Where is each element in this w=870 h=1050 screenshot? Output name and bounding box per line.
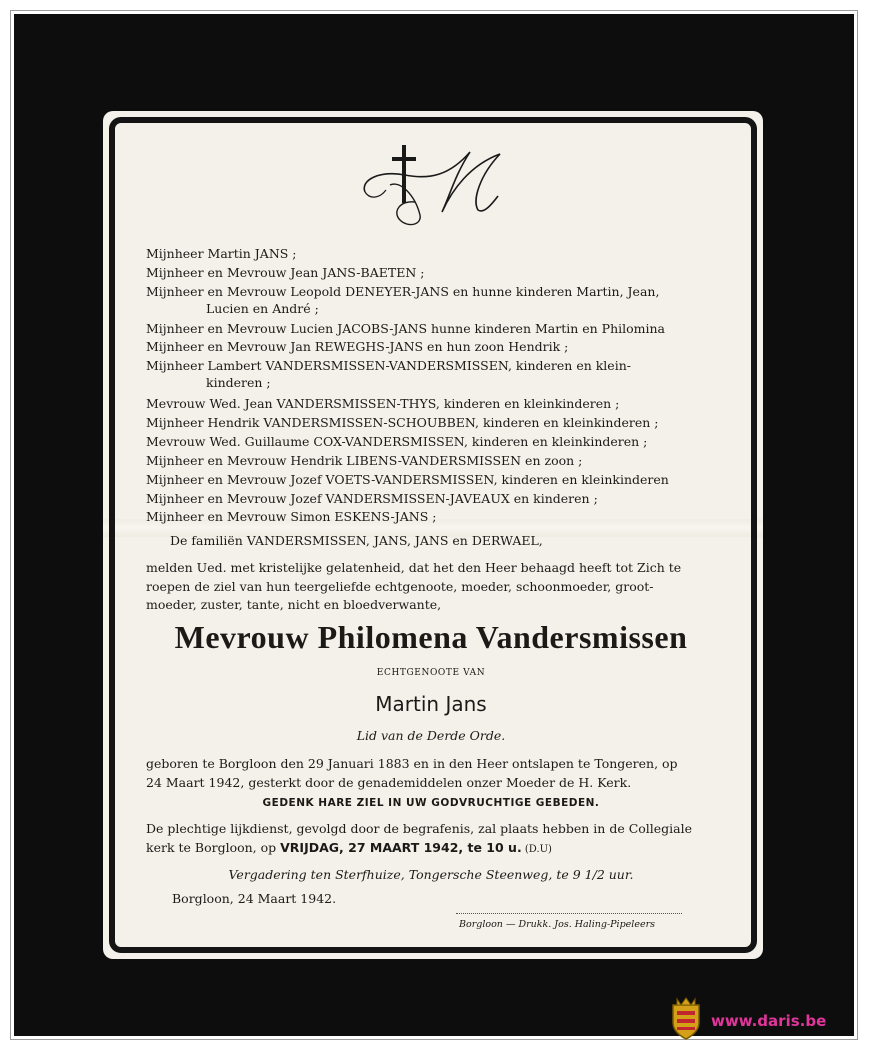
deceased-name: Mevrouw Philomena Vandersmissen [174,619,688,655]
birth-death-line: geboren te Borgloon den 29 Januari 1883 en in den Heer ontslapen te Tongeren, op [146,756,678,771]
membership: Lid van de Derde Orde. [356,728,506,743]
birth-death-line: 24 Maart 1942, gesterkt door de genademiddelen onzer Moeder de H. Kerk. [146,775,632,790]
printer-credit: Borgloon — Drukk. Jos. Haling-Pipeleers [459,919,655,930]
place-date: Borgloon, 24 Maart 1942. [172,891,337,906]
family-line: Lucien en André ; [206,301,319,316]
family-line: Mevrouw Wed. Guillaume COX-VANDERSMISSEN, kinderen en kleinkinderen ; [146,434,648,449]
family-line: Mijnheer en Mevrouw Jozef VOETS-VANDERSMISSEN, kinderen en kleinkinderen [146,472,669,487]
prayer-request: GEDENK HARE ZIEL IN UW GODVRUCHTIGE GEBEDEN. [262,797,600,809]
announcement-line: roepen de ziel van hun teergeliefde echtgenoote, moeder, schoonmoeder, groot- [146,579,654,594]
family-line: Mijnheer en Mevrouw Hendrik LIBENS-VANDERSMISSEN en zoon ; [146,453,583,468]
spouse-name: Martin Jans [375,692,487,716]
family-line: Mijnheer en Mevrouw Jozef VANDERSMISSEN-JAVEAUX en kinderen ; [146,491,598,506]
families-line: De familiën VANDERSMISSEN, JANS, JANS en DERWAEL, [170,533,543,548]
announcement-line: moeder, zuster, tante, nicht en bloedverwante, [146,597,442,612]
coat-of-arms-icon [669,997,703,1041]
watermark-url: www.daris.be [711,1012,827,1030]
family-line: Mijnheer en Mevrouw Jan REWEGHS-JANS en hun zoon Hendrik ; [146,339,569,354]
cross-monogram-icon [360,140,510,232]
family-line: Mijnheer Hendrik VANDERSMISSEN-SCHOUBBEN, kinderen en kleinkinderen ; [146,415,659,430]
family-line: Mijnheer en Mevrouw Jean JANS-BAETEN ; [146,265,425,280]
service-line-2 [146,840,552,855]
family-line: kinderen ; [206,375,271,390]
service-date: VRIJDAG, 27 MAART 1942, te 10 u. [280,840,522,855]
announcement-line: melden Ued. met kristelijke gelatenheid, dat het den Heer behaagd heeft tot Zich te [146,560,682,575]
family-line: Mijnheer Lambert VANDERSMISSEN-VANDERSMISSEN, kinderen en klein- [146,358,631,373]
family-line: Mijnheer en Mevrouw Simon ESKENS-JANS ; [146,509,437,524]
service-line: De plechtige lijkdienst, gevolgd door de begrafenis, zal plaats hebben in de Collegiale [146,821,693,836]
printer-divider [456,913,682,914]
family-line: Mevrouw Wed. Jean VANDERSMISSEN-THYS, kinderen en kleinkinderen ; [146,396,620,411]
family-line: Mijnheer Martin JANS ; [146,246,297,261]
family-line: Mijnheer en Mevrouw Lucien JACOBS-JANS hunne kinderen Martin en Philomina [146,321,666,336]
gathering: Vergadering ten Sterfhuize, Tongersche Steenweg, te 9 1/2 uur. [228,867,634,882]
family-line: Mijnheer en Mevrouw Leopold DENEYER-JANS en hunne kinderen Martin, Jean, [146,284,660,299]
spouse-label: ECHTGENOOTE VAN [376,668,486,678]
service-text: kerk te Borgloon, op [146,840,281,855]
service-suffix: (D.U) [521,844,552,855]
